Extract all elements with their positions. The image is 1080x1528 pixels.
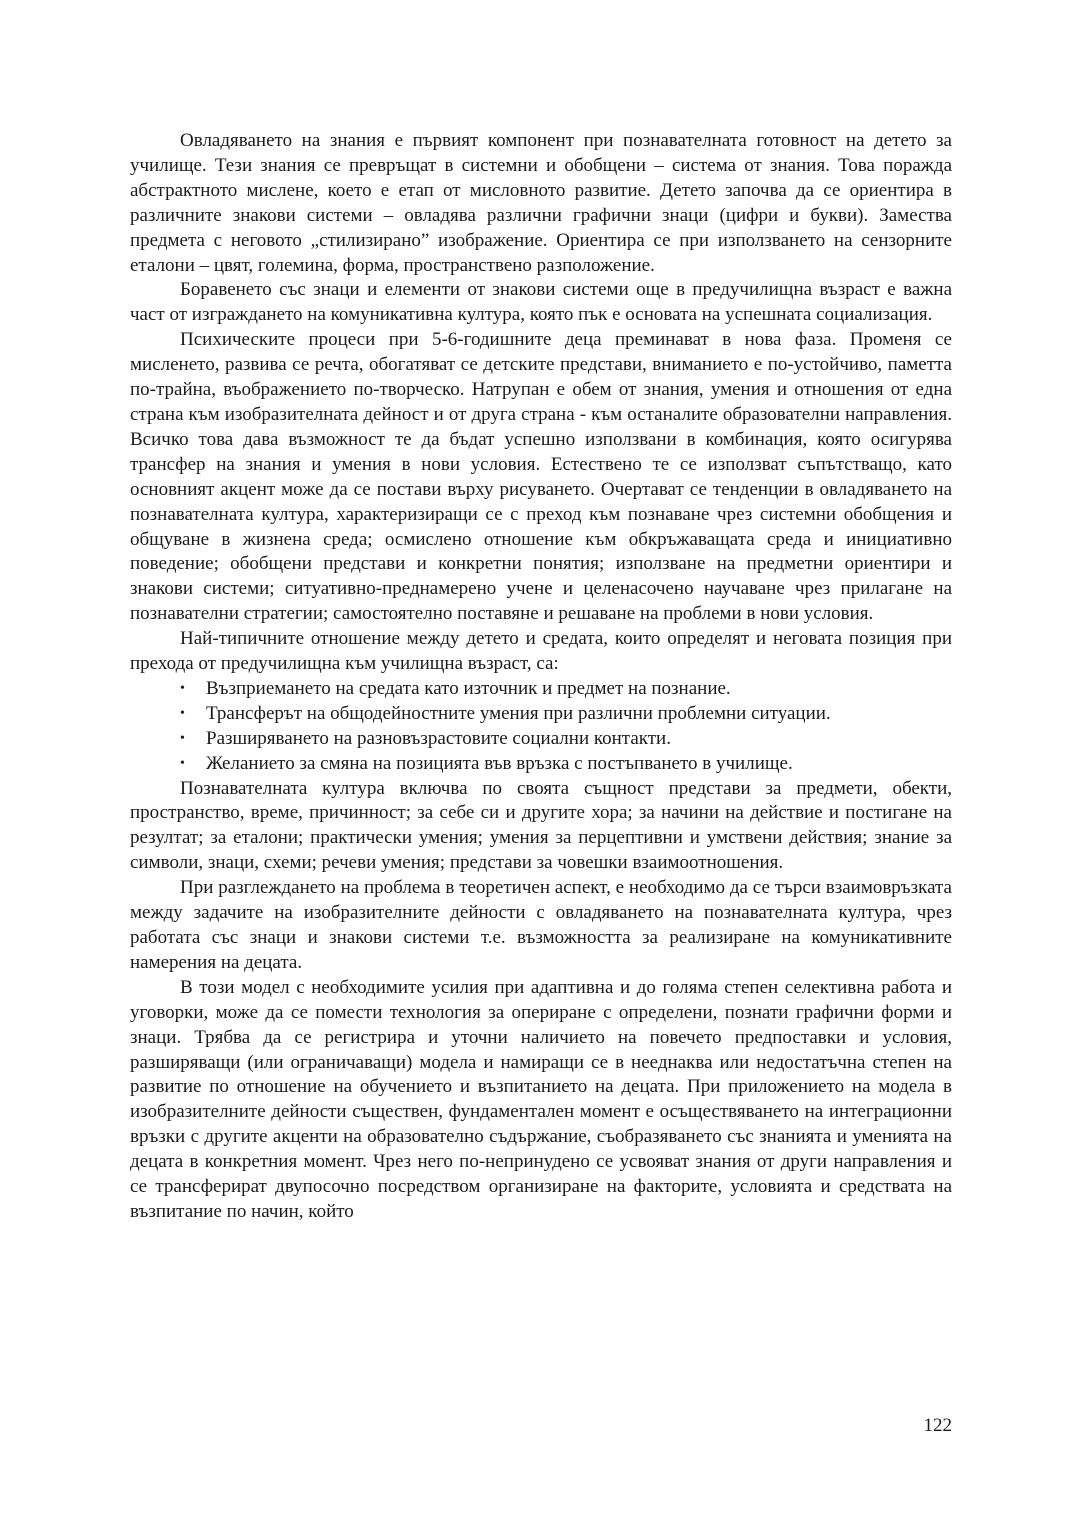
paragraph-2: Боравенето със знаци и елементи от знакови системи още в предучилищна възраст е важна част от изграждането на комуникативна култура, която пък е основата на успешната социализация. bbox=[130, 279, 952, 326]
list-item-text: Възприемането на средата като източник и предмет на познание. bbox=[206, 677, 731, 699]
list-item-text: Трансферът на общодейностните умения при различни проблемни ситуации. bbox=[206, 702, 831, 724]
bullet-icon: • bbox=[180, 755, 185, 771]
bullet-icon: • bbox=[180, 730, 185, 746]
list-item bbox=[130, 702, 952, 727]
list-item-text: Желанието за смяна на позицията във връзка с постъпването в училище. bbox=[206, 752, 793, 774]
bullet-icon: • bbox=[180, 680, 185, 696]
page-number: 122 bbox=[923, 1415, 952, 1436]
body-text bbox=[130, 129, 952, 1225]
list-item bbox=[130, 752, 952, 777]
paragraph-6: При разглеждането на проблема в теоретичен аспект, е необходимо да се търси взаимовръзката между задачите на изобразителните дейности с овладяването на познавателната култура, чрез работата със знаци и знакови системи т.е. възможността за реализиране на комуникативните намерения на децата. bbox=[130, 877, 952, 973]
paragraph-1: Овладяването на знания е първият компонент при познавателната готовност на детето за училище. Тези знания се превръщат в системни и обобщени – система от знания. Това поражда абстрактното мислене, което е етап от мисловното развитие. Детето започва да се ориентира в различните знакови системи – овладява различни графични знаци (цифри и букви). Замества предмета с неговото „стилизирано” изображение. Ориентира се при използването на сензорните еталони – цвят, големина, форма, пространствено разположение. bbox=[130, 130, 952, 276]
paragraph-4: Най-типичните отношение между детето и средата, които определят и неговата позиция при прехода от предучилищна към училищна възраст, са: bbox=[130, 628, 952, 675]
paragraph-5: Познавателната култура включва по своята същност представи за предмети, обекти, пространство, време, причинност; за себе си и другите хора; за начини на действие и постигане на резултат; за еталони; практически умения; умения за перцептивни и умствени действия; знание за символи, знаци, схеми; речеви умения; представи за човешки взаимоотношения. bbox=[130, 777, 952, 874]
bullet-list bbox=[130, 677, 952, 777]
list-item bbox=[130, 727, 952, 752]
paragraph-3: Психическите процеси при 5-6-годишните деца преминават в нова фаза. Променя се мисленето, развива се речта, обогатяват се детските представи, вниманието е по-устойчиво, паметта по-трайна, въображението по-творческо. Натрупан е обем от знания, умения и отношения от една страна към изобразителната дейност и от друга страна - към останалите образователни направления. Всичко това дава възможност те да бъдат успешно използвани в комбинация, която осигурява трансфер на знания и умения в нови условия. Естествено те се използват съпътстващо, като основният акцент може да се постави върху рисуването. Очертават се тенденции в овладяването на познавателната култура, характеризиращи се с преход към познаване чрез системни обобщения и общуване в жизнена среда; осмислено отношение към обкръжаващата среда и инициативно поведение; обобщени представи и конкретни понятия; използване на предметни ориентири и знакови системи; ситуативно-преднамерено учене и целенасочено научаване чрез прилагане на познавателни стратегии; самостоятелно поставяне и решаване на проблеми в нови условия. bbox=[130, 329, 952, 625]
paragraph-7: В този модел с необходимите усилия при адаптивна и до голяма степен селективна работа и уговорки, може да се помести технология за опериране с определени, познати графични форми и знаци. Трябва да се регистрира и уточни наличието на повечето предпоставки и условия, разширяващи (или ограничаващи) модела и намиращи се в нееднаква или недостатъчна степен на развитие по отношение на обучението и възпитанието на децата. При приложението на модела в изобразителните дейности съществен, фундаментален момент е осъществяването на интеграционни връзки с другите акценти на образователно съдържание, съобразяването със знанията и уменията на децата в конкретния момент. Чрез него по-непринудено се усвояват знания от други направления и се трансферират двупосочно посредством организиране на факторите, условията и средствата на възпитание по начин, който bbox=[130, 976, 952, 1222]
list-item-text: Разширяването на разновъзрастовите социални контакти. bbox=[206, 727, 671, 749]
bullet-icon: • bbox=[180, 705, 185, 721]
list-item bbox=[130, 677, 952, 702]
